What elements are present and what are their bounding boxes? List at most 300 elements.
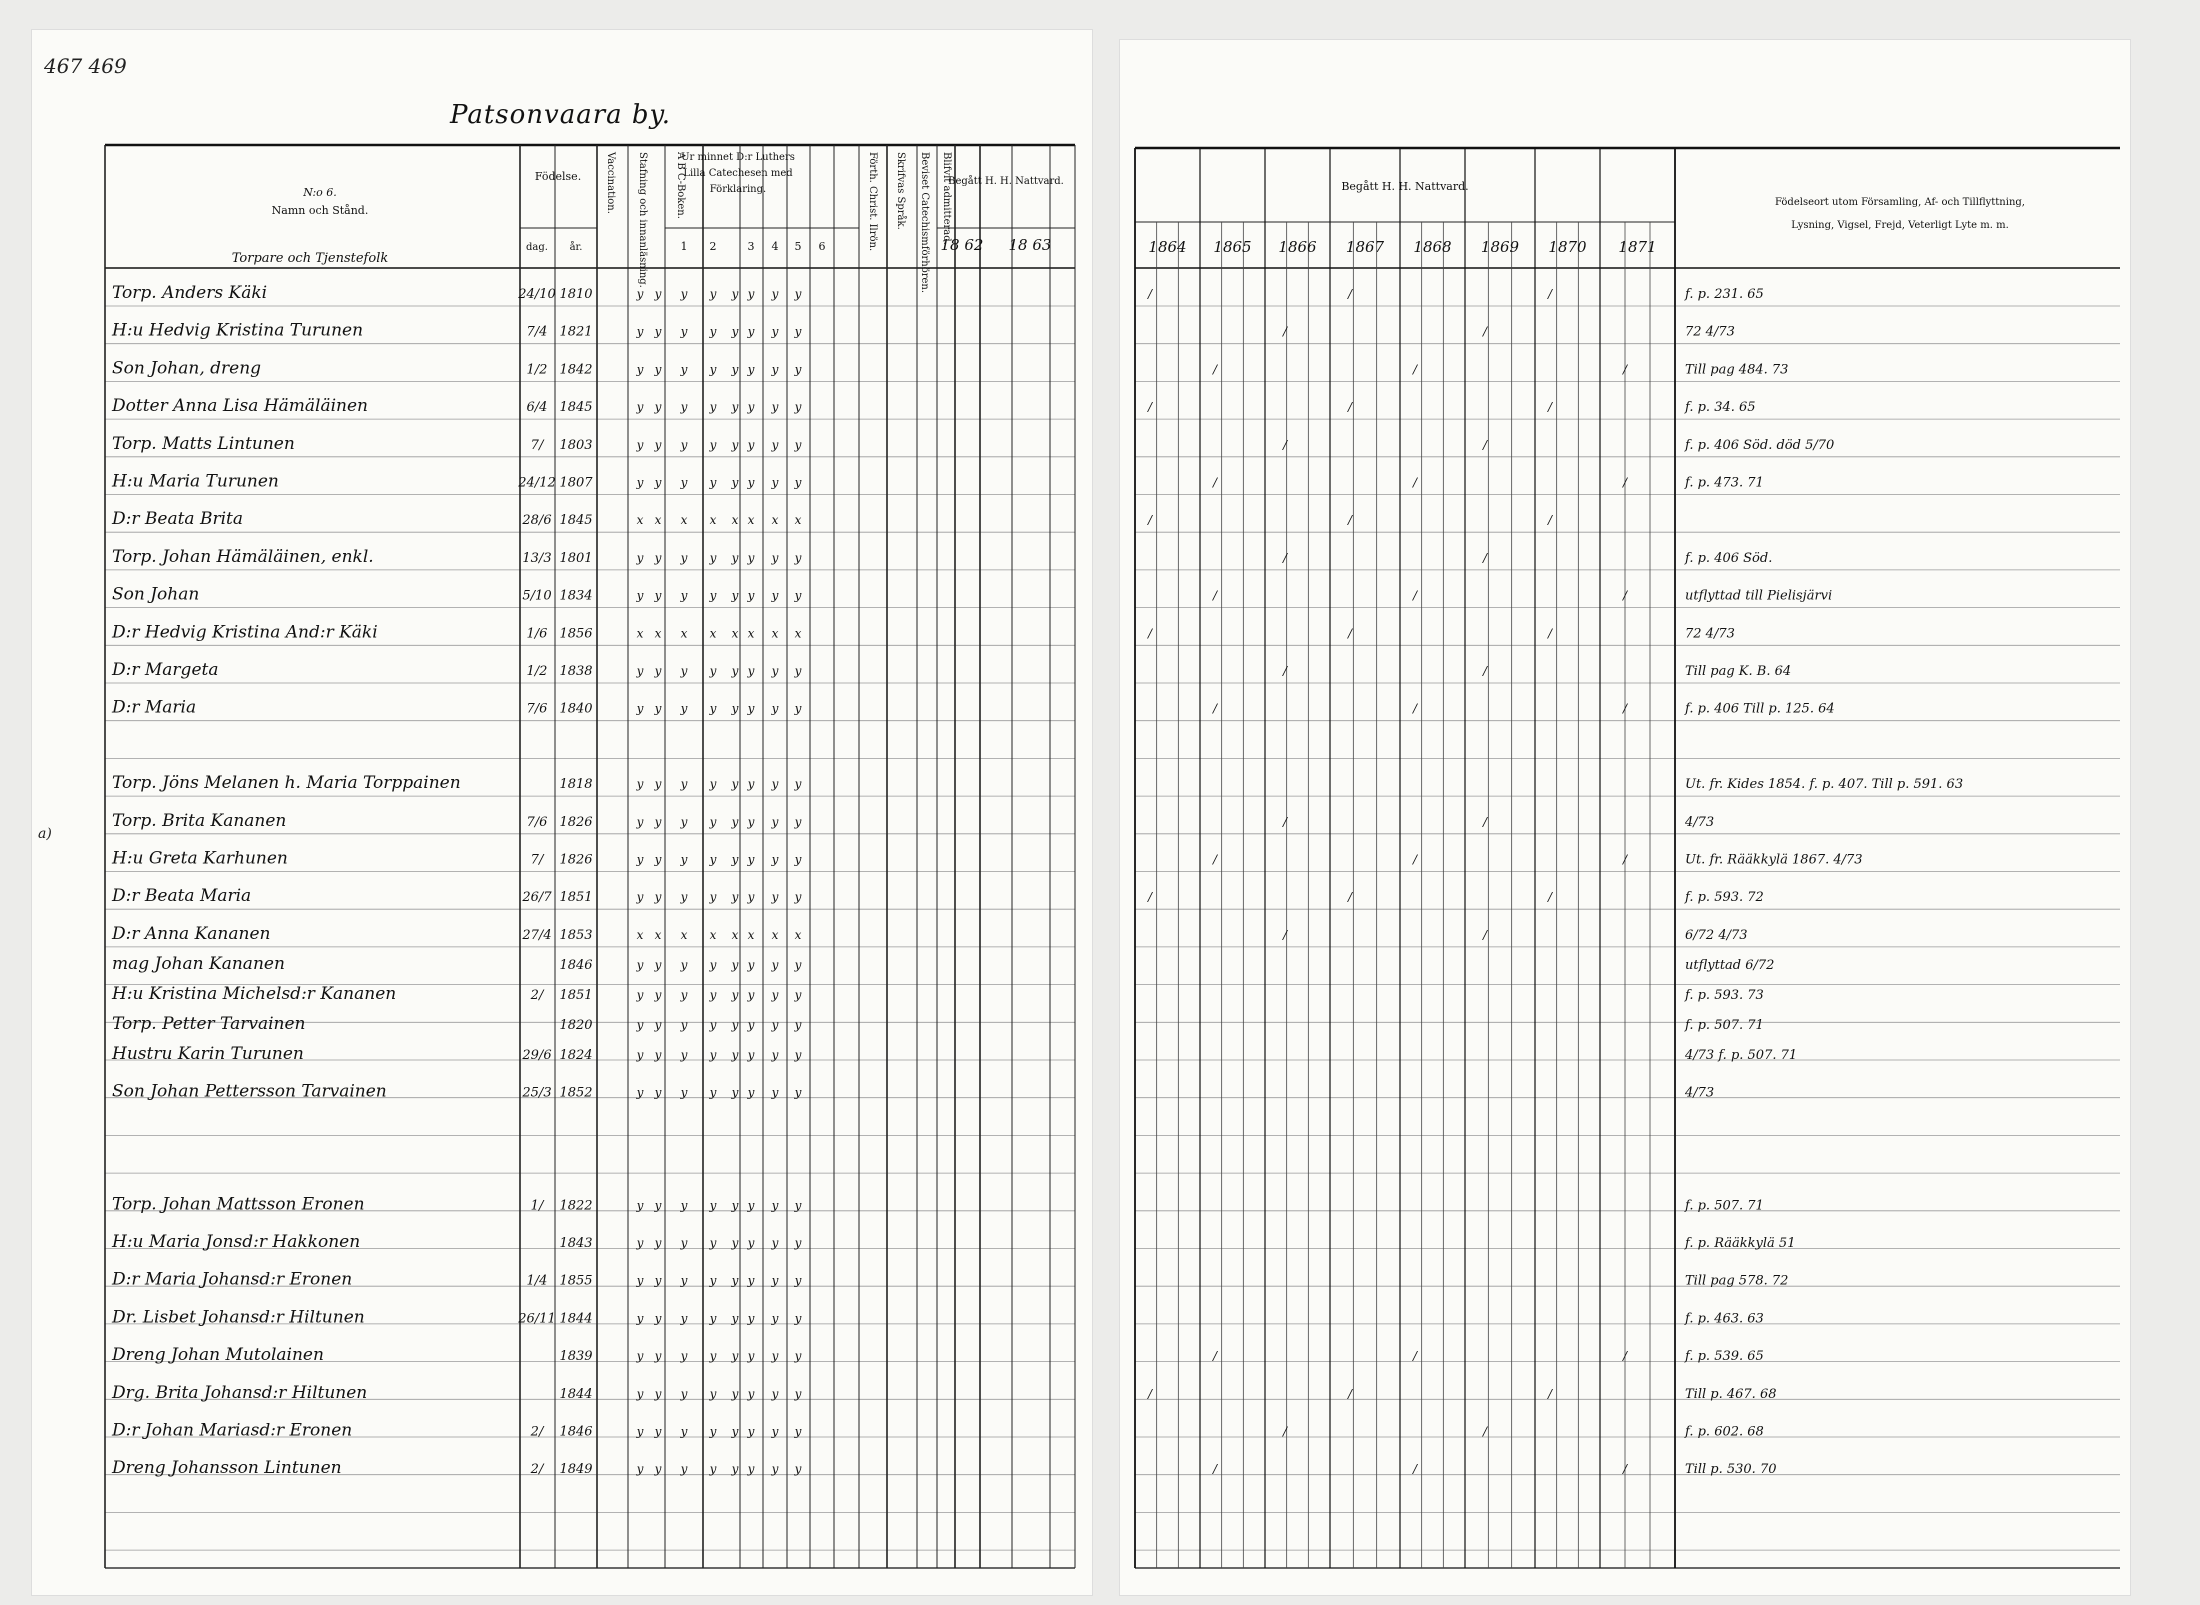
row-mark: x xyxy=(771,927,779,942)
row-name: D:r Hedvig Kristina And:r Käki xyxy=(112,622,378,643)
header-year: 1864 xyxy=(1148,238,1187,256)
row-mark: y xyxy=(771,987,779,1002)
row-mark: y xyxy=(654,1273,662,1288)
row-tick: / xyxy=(1482,324,1488,339)
row-mark: y xyxy=(709,814,717,829)
row-tick: / xyxy=(1347,400,1353,415)
row-tick: / xyxy=(1282,324,1288,339)
row-mark: y xyxy=(794,1462,802,1477)
row-name: Torp. Matts Lintunen xyxy=(112,433,295,454)
row-name: Son Johan xyxy=(112,584,200,605)
row-mark: y xyxy=(680,400,688,415)
row-mark: y xyxy=(709,664,717,678)
row-mark: y xyxy=(794,664,802,678)
row-mark: y xyxy=(731,957,739,972)
row-mark: x xyxy=(731,927,739,942)
row-mark: y xyxy=(636,287,644,301)
row-mark: x xyxy=(771,513,779,528)
row-dag: 26/11 xyxy=(518,1311,556,1327)
row-dag: 7/4 xyxy=(526,324,548,340)
row-mark: y xyxy=(654,852,662,867)
row-mark: y xyxy=(731,664,739,678)
row-dag: 29/6 xyxy=(522,1047,552,1063)
row-tick: / xyxy=(1482,550,1488,565)
row-note: f. p. 231. 65 xyxy=(1685,287,1764,302)
row-mark: y xyxy=(731,701,739,716)
row-mark: y xyxy=(771,550,779,565)
register-row xyxy=(111,396,1756,416)
row-note: f. p. 593. 72 xyxy=(1685,890,1764,906)
row-tick: / xyxy=(1147,513,1153,528)
row-mark: y xyxy=(636,1085,644,1100)
row-mark: y xyxy=(747,1085,755,1100)
row-note: f. p. 463. 63 xyxy=(1685,1311,1764,1327)
row-mark: y xyxy=(747,1386,755,1401)
row-mark: y xyxy=(747,1311,755,1326)
row-mark: y xyxy=(771,701,779,716)
row-mark: y xyxy=(654,1017,662,1032)
row-tick: / xyxy=(1547,400,1553,415)
row-tick: / xyxy=(1212,701,1218,716)
row-mark: y xyxy=(636,1273,644,1288)
row-mark: y xyxy=(731,1236,739,1250)
row-tick: / xyxy=(1147,400,1153,415)
row-tick: / xyxy=(1147,287,1153,301)
row-mark: y xyxy=(654,957,662,972)
row-mark: y xyxy=(680,550,688,565)
register-row xyxy=(112,811,1714,831)
header-forsta: Förth. Christ. Ilrön. xyxy=(867,152,878,252)
row-name: D:r Maria xyxy=(112,697,197,718)
row-name: Dr. Lisbet Johansd:r Hiltunen xyxy=(112,1307,365,1328)
row-mark: x xyxy=(654,927,662,942)
row-mark: y xyxy=(747,987,755,1002)
row-dag: 2/ xyxy=(530,987,544,1003)
header-catech-num: 1 xyxy=(680,240,688,253)
row-mark: y xyxy=(709,437,717,452)
row-note: 6/72 4/73 xyxy=(1685,927,1748,943)
row-name: Torp. Johan Hämäläinen, enkl. xyxy=(112,546,374,567)
row-ar: 1801 xyxy=(559,550,593,566)
row-dag: 1/2 xyxy=(526,362,548,378)
row-mark: y xyxy=(731,287,739,301)
register-row xyxy=(111,1270,1788,1290)
header-name-sub: Torpare och Tjenstefolk xyxy=(231,251,389,266)
row-mark: y xyxy=(709,957,717,972)
row-tick: / xyxy=(1282,550,1288,565)
row-mark: y xyxy=(636,1236,644,1250)
row-mark: y xyxy=(636,1424,644,1439)
row-tick: / xyxy=(1547,890,1553,905)
row-mark: y xyxy=(636,777,644,792)
row-note: Till p. 467. 68 xyxy=(1685,1386,1777,1402)
row-mark: y xyxy=(794,1311,802,1326)
row-tick: / xyxy=(1412,1462,1418,1477)
row-mark: y xyxy=(709,550,717,565)
row-mark: y xyxy=(636,664,644,678)
row-mark: y xyxy=(747,1462,755,1477)
row-ar: 1822 xyxy=(559,1198,593,1214)
row-mark: y xyxy=(731,475,739,490)
row-mark: y xyxy=(654,1424,662,1439)
row-note: f. p. 406 Söd. död 5/70 xyxy=(1685,437,1835,453)
row-mark: y xyxy=(709,1462,717,1477)
header-ar: år. xyxy=(569,242,583,253)
row-mark: y xyxy=(680,437,688,452)
row-tick: / xyxy=(1412,475,1418,490)
header-begatt-right: Begått H. H. Nattvard. xyxy=(1341,180,1469,193)
row-ar: 1851 xyxy=(559,890,593,906)
row-mark: y xyxy=(680,1198,688,1213)
row-ar: 1845 xyxy=(559,400,593,416)
row-mark: y xyxy=(771,777,779,792)
row-mark: y xyxy=(654,1349,662,1364)
row-mark: y xyxy=(654,701,662,716)
row-tick: / xyxy=(1412,588,1418,603)
register-row xyxy=(112,434,1834,454)
row-tick: / xyxy=(1412,362,1418,377)
row-mark: y xyxy=(794,475,802,490)
row-mark: y xyxy=(771,664,779,678)
row-tick: / xyxy=(1347,1386,1353,1401)
row-mark: y xyxy=(794,1198,802,1213)
register-row xyxy=(112,585,1832,605)
header-catech-3: Förklaring. xyxy=(709,184,767,195)
row-mark: y xyxy=(731,550,739,565)
row-ar: 1840 xyxy=(559,701,593,717)
row-tick: / xyxy=(1622,475,1628,490)
row-tick: / xyxy=(1347,626,1353,641)
row-mark: y xyxy=(794,890,802,905)
row-mark: y xyxy=(794,957,802,972)
row-mark: y xyxy=(771,1311,779,1326)
row-dag: 28/6 xyxy=(522,513,552,529)
row-note: 72 4/73 xyxy=(1685,324,1735,340)
row-mark: x xyxy=(794,513,802,528)
row-ar: 1855 xyxy=(559,1273,593,1289)
row-mark: y xyxy=(680,1462,688,1477)
row-note: f. p. 406 Söd. xyxy=(1685,550,1773,566)
row-mark: y xyxy=(794,701,802,716)
row-note: f. p. 473. 71 xyxy=(1685,475,1764,491)
row-tick: / xyxy=(1482,927,1488,942)
row-dag: 1/6 xyxy=(526,626,548,642)
row-mark: y xyxy=(709,1386,717,1401)
row-mark: y xyxy=(794,1273,802,1288)
row-mark: y xyxy=(680,362,688,377)
row-tick: / xyxy=(1412,852,1418,867)
register-row xyxy=(111,1044,1797,1064)
row-mark: y xyxy=(654,1462,662,1477)
row-dag: 2/ xyxy=(530,1424,544,1440)
row-mark: y xyxy=(636,437,644,452)
row-mark: y xyxy=(771,852,779,867)
row-mark: y xyxy=(771,1236,779,1250)
row-mark: x xyxy=(709,927,717,942)
row-mark: y xyxy=(709,701,717,716)
row-mark: y xyxy=(636,588,644,603)
row-mark: y xyxy=(771,1273,779,1288)
row-tick: / xyxy=(1212,852,1218,867)
row-mark: y xyxy=(794,324,802,339)
row-mark: y xyxy=(794,987,802,1002)
row-tick: / xyxy=(1622,362,1628,377)
row-note: 4/73 f. p. 507. 71 xyxy=(1685,1047,1798,1063)
row-mark: y xyxy=(747,664,755,678)
row-name: D:r Margeta xyxy=(112,660,219,680)
row-mark: y xyxy=(680,588,688,603)
row-note: 4/73 xyxy=(1685,1085,1715,1101)
row-mark: y xyxy=(747,1273,755,1288)
row-mark: y xyxy=(771,957,779,972)
row-mark: y xyxy=(709,1236,717,1250)
row-tick: / xyxy=(1147,1386,1153,1401)
row-mark: y xyxy=(680,852,688,867)
row-tick: / xyxy=(1212,1462,1218,1477)
row-note: f. p. 593. 73 xyxy=(1685,987,1764,1003)
register-row xyxy=(111,660,1791,680)
row-mark: y xyxy=(654,287,662,301)
row-ar: 1843 xyxy=(559,1236,593,1251)
row-mark: y xyxy=(771,1462,779,1477)
row-mark: y xyxy=(731,1047,739,1062)
row-mark: y xyxy=(680,1386,688,1401)
row-name: Dreng Johan Mutolainen xyxy=(112,1345,324,1366)
row-mark: y xyxy=(636,1017,644,1032)
header-catech-num: 6 xyxy=(818,240,826,253)
row-ar: 1824 xyxy=(559,1047,593,1063)
register-row xyxy=(111,509,1554,529)
row-mark: y xyxy=(794,550,802,565)
row-mark: y xyxy=(709,1349,717,1364)
row-mark: y xyxy=(794,362,802,377)
row-mark: y xyxy=(747,1198,755,1213)
row-mark: y xyxy=(654,588,662,603)
row-tick: / xyxy=(1482,814,1488,829)
row-ar: 1826 xyxy=(559,814,593,830)
register-row xyxy=(112,358,1788,378)
register-row xyxy=(112,773,1963,793)
row-note: Till pag 578. 72 xyxy=(1685,1273,1789,1289)
header-dag: dag. xyxy=(526,242,548,253)
row-mark: y xyxy=(771,1017,779,1032)
row-mark: y xyxy=(747,400,755,415)
register-row xyxy=(112,547,1772,567)
register-row xyxy=(111,321,1735,341)
row-mark: y xyxy=(747,1236,755,1250)
register-row xyxy=(112,954,1774,974)
register-row xyxy=(111,1383,1776,1403)
row-mark: y xyxy=(636,701,644,716)
row-mark: y xyxy=(709,362,717,377)
row-mark: y xyxy=(654,475,662,490)
row-ar: 1818 xyxy=(559,777,593,793)
row-dag: 24/12 xyxy=(518,475,556,491)
row-mark: y xyxy=(731,1424,739,1439)
row-ar: 1839 xyxy=(559,1349,593,1365)
row-mark: y xyxy=(680,1273,688,1288)
row-mark: y xyxy=(747,1349,755,1364)
row-mark: y xyxy=(731,588,739,603)
row-name: Torp. Anders Käki xyxy=(112,283,268,303)
row-mark: y xyxy=(654,1198,662,1213)
row-mark: y xyxy=(794,400,802,415)
row-dag: 7/ xyxy=(530,437,544,453)
row-mark: y xyxy=(747,588,755,603)
row-tick: / xyxy=(1347,513,1353,528)
row-tick: / xyxy=(1622,1462,1628,1477)
row-note: f. p. Rääkkylä 51 xyxy=(1685,1236,1796,1251)
header-year-b: 18 63 xyxy=(1008,236,1052,254)
village-title: Patsonvaara by. xyxy=(450,100,672,130)
row-name: D:r Anna Kananen xyxy=(112,923,271,944)
row-note: Till p. 530. 70 xyxy=(1685,1462,1777,1478)
row-mark: x xyxy=(680,626,688,641)
row-mark: y xyxy=(636,550,644,565)
row-tick: / xyxy=(1282,664,1288,678)
row-ar: 1844 xyxy=(559,1311,593,1327)
header-name: Namn och Stånd. xyxy=(271,204,369,217)
row-mark: y xyxy=(731,814,739,829)
row-mark: y xyxy=(731,400,739,415)
header-begatt-left: Begått H. H. Nattvard. xyxy=(948,176,1064,187)
register-row xyxy=(111,622,1735,642)
row-mark: y xyxy=(636,814,644,829)
row-name: Torp. Jöns Melanen h. Maria Torppainen xyxy=(112,773,461,794)
register-row xyxy=(112,1194,1764,1214)
row-mark: y xyxy=(747,957,755,972)
row-mark: y xyxy=(747,287,755,301)
row-mark: y xyxy=(771,287,779,301)
row-tick: / xyxy=(1347,890,1353,905)
row-tick: / xyxy=(1212,1349,1218,1364)
row-dag: 1/ xyxy=(530,1198,544,1214)
row-mark: y xyxy=(709,588,717,603)
row-mark: y xyxy=(680,1047,688,1062)
row-mark: y xyxy=(731,362,739,377)
header-year: 1871 xyxy=(1618,238,1657,256)
row-tick: / xyxy=(1282,814,1288,829)
register-row xyxy=(112,1014,1764,1034)
row-dag: 2/ xyxy=(530,1462,544,1478)
header-number: N:o 6. xyxy=(303,186,337,199)
row-mark: x xyxy=(636,626,644,641)
row-mark: y xyxy=(771,1047,779,1062)
row-mark: y xyxy=(747,1017,755,1032)
row-mark: y xyxy=(747,814,755,829)
row-name: D:r Johan Mariasd:r Eronen xyxy=(112,1420,353,1441)
row-mark: y xyxy=(731,1462,739,1477)
row-note: 4/73 xyxy=(1685,814,1715,830)
row-note: 72 4/73 xyxy=(1685,626,1735,642)
row-tick: / xyxy=(1412,701,1418,716)
row-mark: y xyxy=(747,437,755,452)
row-tick: / xyxy=(1482,437,1488,452)
row-mark: x xyxy=(731,513,739,528)
row-mark: x xyxy=(680,513,688,528)
row-tick: / xyxy=(1347,287,1353,301)
row-dag: 7/6 xyxy=(526,814,548,830)
row-ar: 1803 xyxy=(559,437,593,453)
row-tick: / xyxy=(1147,626,1153,641)
header-catech-2: Lilla Catechesen med xyxy=(683,168,793,179)
row-mark: y xyxy=(731,777,739,792)
row-tick: / xyxy=(1212,475,1218,490)
row-note: f. p. 507. 71 xyxy=(1685,1198,1764,1214)
row-mark: y xyxy=(747,1047,755,1062)
row-mark: x xyxy=(636,513,644,528)
row-note: f. p. 406 Till p. 125. 64 xyxy=(1685,701,1835,717)
row-mark: x xyxy=(794,626,802,641)
row-mark: y xyxy=(709,1198,717,1213)
row-tick: / xyxy=(1282,437,1288,452)
row-mark: y xyxy=(709,1017,717,1032)
row-mark: y xyxy=(709,1273,717,1288)
row-mark: y xyxy=(636,1311,644,1326)
row-mark: y xyxy=(771,1198,779,1213)
row-tick: / xyxy=(1412,1349,1418,1364)
row-note: utflyttad 6/72 xyxy=(1685,957,1775,973)
header-catech-num: 2 xyxy=(709,240,717,253)
row-mark: y xyxy=(680,1236,688,1250)
row-ar: 1820 xyxy=(559,1017,593,1033)
row-mark: y xyxy=(771,1085,779,1100)
header-year: 1865 xyxy=(1213,238,1252,256)
header-vaccination: Vaccination. xyxy=(605,152,616,214)
row-mark: x xyxy=(654,626,662,641)
row-mark: y xyxy=(771,437,779,452)
row-name: Hustru Karin Turunen xyxy=(112,1043,304,1064)
row-mark: y xyxy=(794,777,802,792)
header-stafning: Stafning och innanläsning. xyxy=(637,152,648,288)
register-row xyxy=(112,283,1764,303)
row-mark: y xyxy=(654,987,662,1002)
row-tick: / xyxy=(1547,626,1553,641)
row-mark: y xyxy=(731,1311,739,1326)
header-skrifvas: Skrifvas Språk. xyxy=(895,152,906,230)
register-row xyxy=(111,1232,1795,1252)
row-mark: y xyxy=(747,362,755,377)
row-mark: y xyxy=(654,362,662,377)
column-headers xyxy=(232,151,2025,293)
header-year: 1870 xyxy=(1548,238,1587,256)
row-mark: y xyxy=(636,324,644,339)
header-abc: A B C-Boken. xyxy=(675,152,686,219)
row-mark: y xyxy=(771,1386,779,1401)
row-mark: y xyxy=(709,324,717,339)
row-mark: y xyxy=(771,1349,779,1364)
row-mark: y xyxy=(709,1424,717,1439)
row-tick: / xyxy=(1212,362,1218,377)
row-tick: / xyxy=(1282,1424,1288,1439)
header-catech-num: 5 xyxy=(794,240,802,253)
row-mark: y xyxy=(680,1085,688,1100)
row-ar: 1846 xyxy=(559,957,593,973)
row-name: Dreng Johansson Lintunen xyxy=(112,1458,342,1479)
row-mark: y xyxy=(636,890,644,905)
row-tick: / xyxy=(1622,852,1628,867)
row-mark: y xyxy=(680,1424,688,1439)
row-tick: / xyxy=(1147,890,1153,905)
row-mark: y xyxy=(771,1424,779,1439)
row-tick: / xyxy=(1482,1424,1488,1439)
row-mark: y xyxy=(747,475,755,490)
row-mark: y xyxy=(680,475,688,490)
row-ar: 1821 xyxy=(559,324,593,340)
row-name: D:r Maria Johansd:r Eronen xyxy=(112,1269,353,1290)
row-name: Son Johan Pettersson Tarvainen xyxy=(112,1081,387,1102)
row-dag: 24/10 xyxy=(518,287,556,302)
